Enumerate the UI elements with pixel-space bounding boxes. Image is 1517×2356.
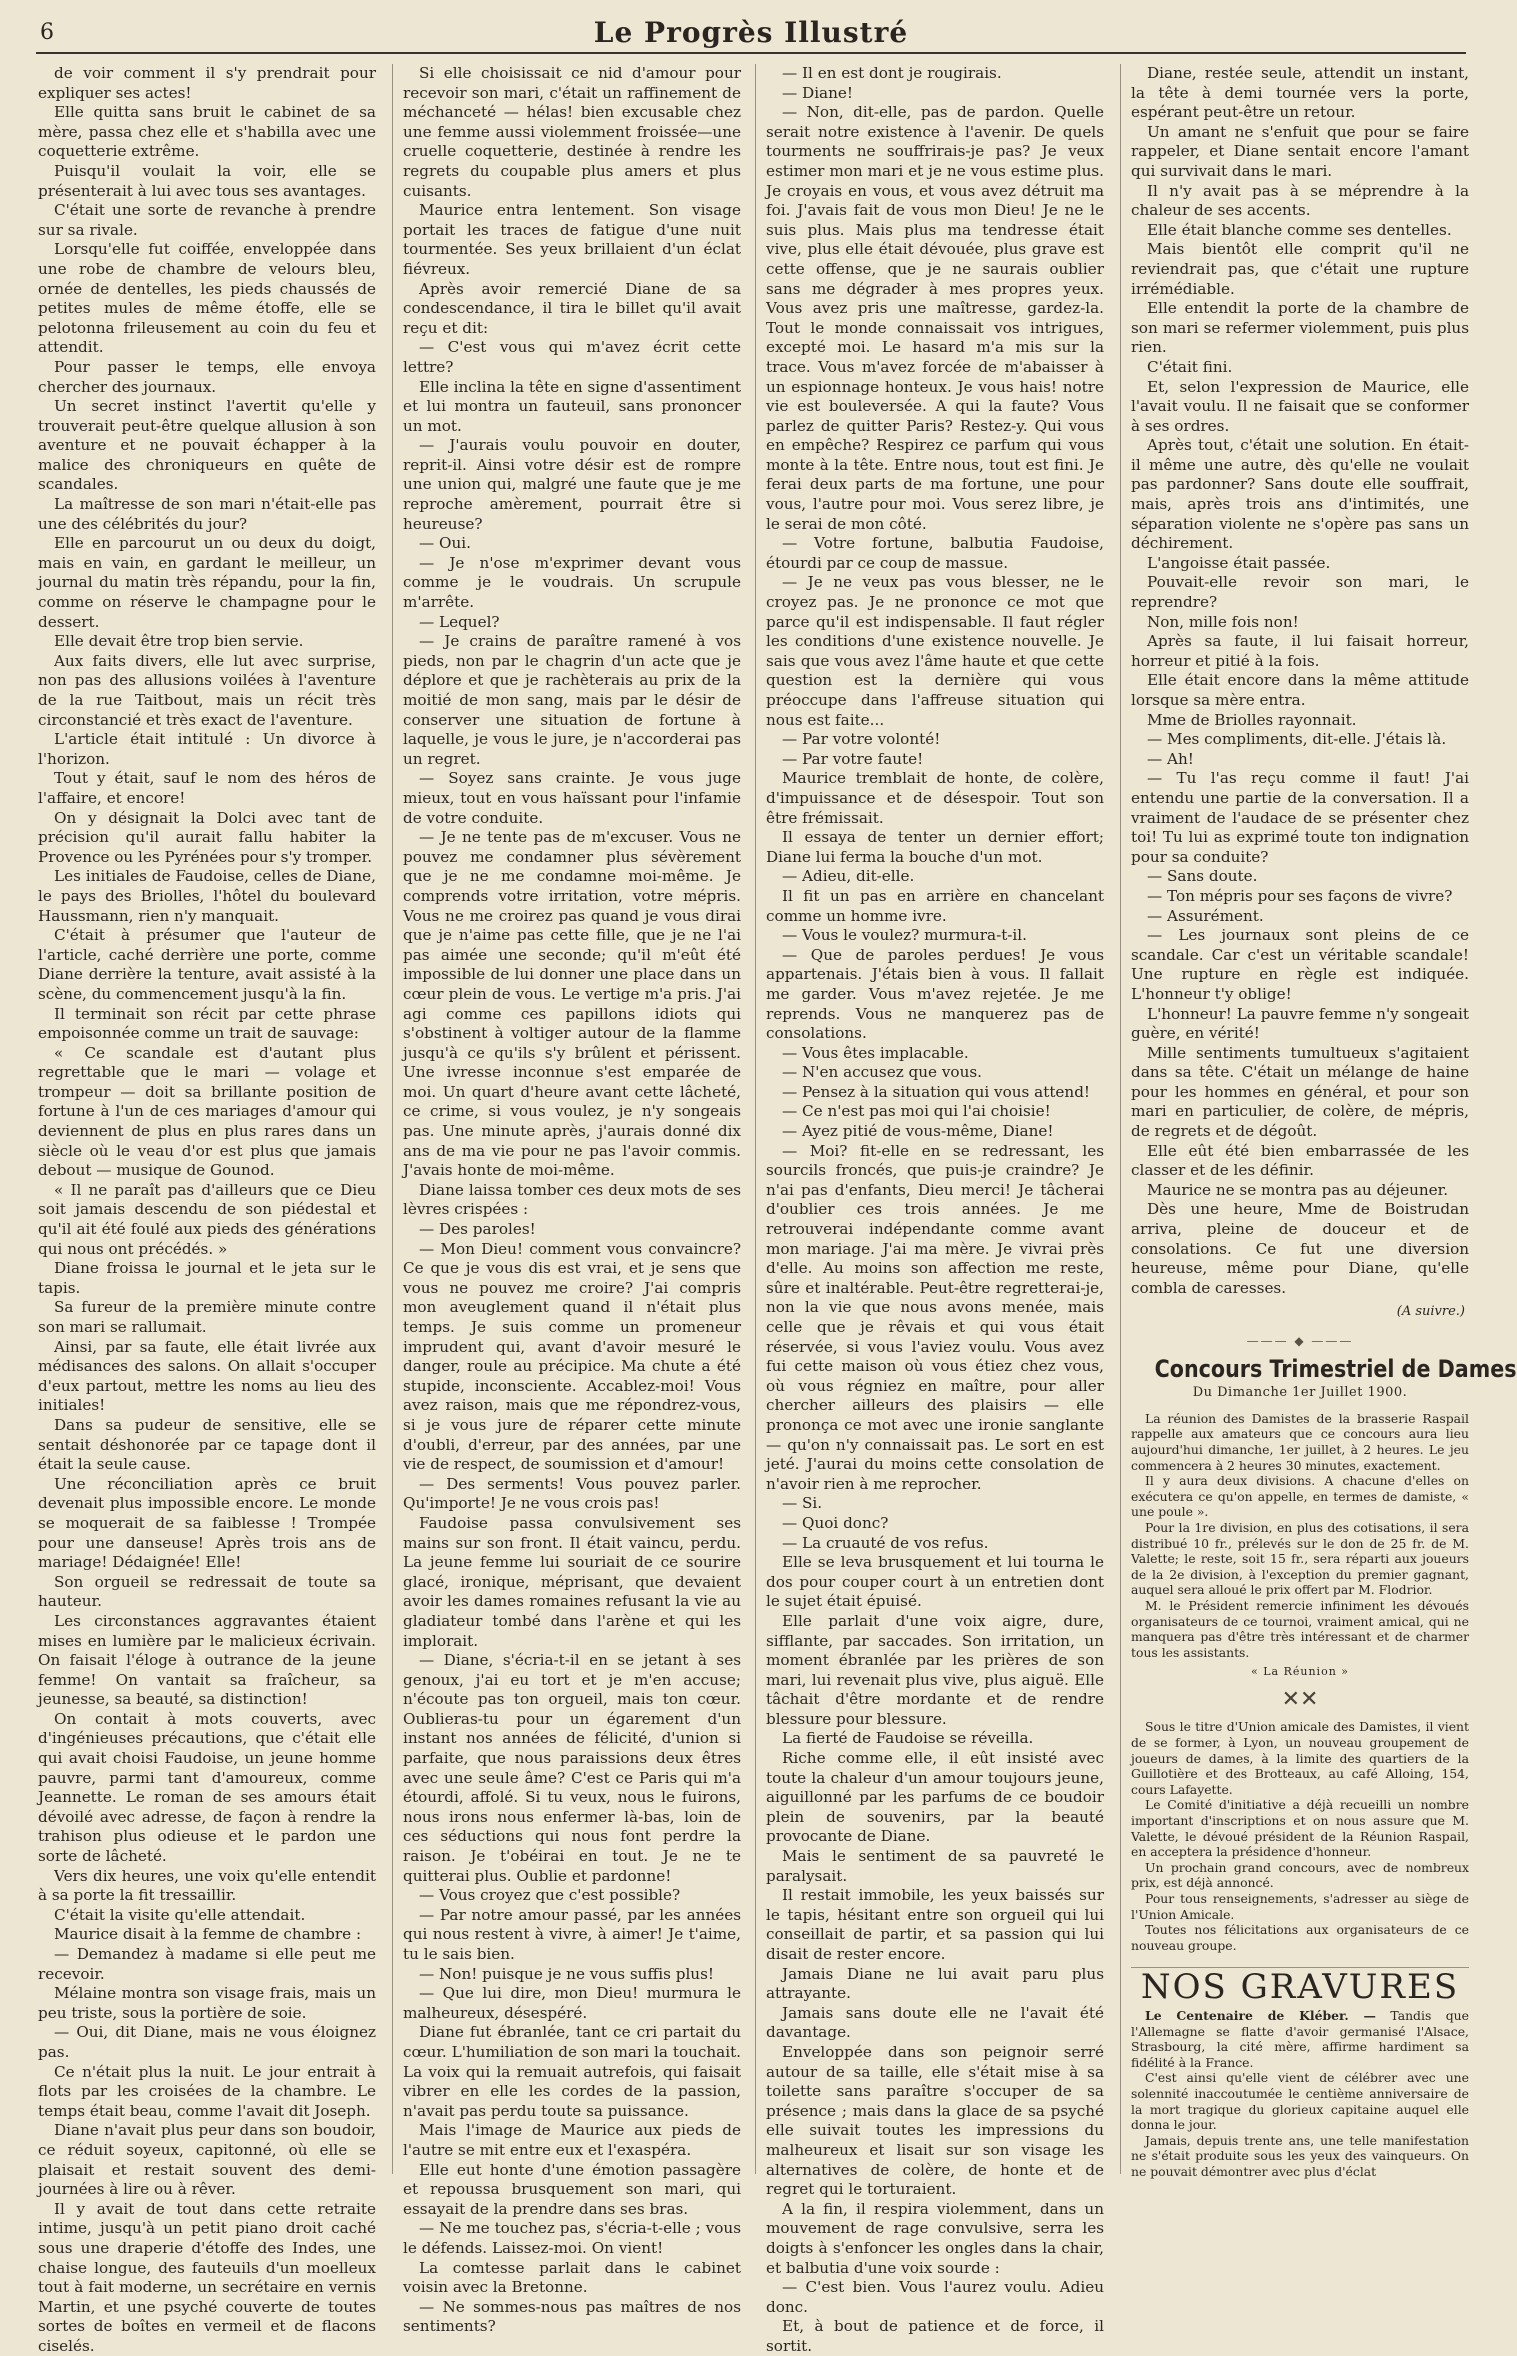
paragraph: Il restait immobile, les yeux baissés sur le tapis, hésitant entre son orgueil qui lui conseillait de partir, et sa passion qui lui disait de rester encore. [766,1886,1104,1963]
paragraph: Les circonstances aggravantes étaient mises en lumière par le malicieux écrivain. On faisait l'éloge à outrance de la jeune femme! On vantait sa fraîcheur, sa jeunesse, sa beauté, sa distinction! [38,1611,376,1709]
paragraph: — Diane! [782,83,853,102]
paragraph: — Sans doute. [1147,867,1258,886]
gravures-paragraph: Jamais, depuis trente ans, une telle manifestation ne s'était produite sous les yeux des vainqueurs. On ne pouvait démontrer avec plus d'éclat [1131,2132,1469,2179]
paragraph: Si elle choisissait ce nid d'amour pour recevoir son mari, c'était un raffinement de méchanceté — hélas! bien excusable chez une femme aussi violemment froissée—une cruelle coquetterie, destinée à rendre les regrets du coupable plus amers et plus cuisants. [403,64,741,200]
paragraph: — Je n'ose m'exprimer devant vous comme je le voudrais. Un scrupule m'arrête. [403,553,741,612]
paragraph: — C'est bien. Vous l'aurez voulu. Adieu donc. [766,2278,1104,2316]
paragraph: Mélaine montra son visage frais, mais un peu triste, sous la portière de soie. [38,1984,376,2022]
paragraph: Jamais sans doute elle ne l'avait été davantage. [766,2003,1104,2042]
paragraph: Un prochain grand concours, avec de nombreux prix, est déjà annoncé. [1131,1859,1469,1891]
paragraph: C'était fini. [1147,357,1233,376]
paragraph: Après sa faute, il lui faisait horreur, horreur et pitié à la fois. [1131,632,1469,670]
paragraph: — Vous le voulez? murmura-t-il. [782,926,1027,945]
paragraph: La fierté de Faudoise se réveilla. [782,1729,1034,1748]
paragraph: Pour passer le temps, elle envoya chercher des journaux. [38,357,376,396]
paragraph: — C'est vous qui m'avez écrit cette lettre? [403,338,741,376]
paragraph: — Il en est dont je rougirais. [782,64,1002,82]
paragraph: — Par votre volonté! [782,730,941,749]
paragraph: Il fit un pas en arrière en chancelant comme un homme ivre. [766,886,1104,925]
paragraph: Elle quitta sans bruit le cabinet de sa mère, passa chez elle et s'habilla avec une coquetterie extrême. [38,103,376,161]
paragraph: On contait à mots couverts, avec d'ingénieuses précautions, que c'était elle qui avait choisi Faudoise, un jeune homme pauvre, parmi tant d'amoureux, comme Jeannette. Le roman de ses amours était dévoilé avec adresse, de façon à rendre la trahison plus odieuse et le pardon une sorte de lâcheté. [38,1709,376,1866]
paragraph: Faudoise passa convulsivement ses mains sur son front. Il était vaincu, perdu. La jeune femme lui souriait de ce sourire glacé, ironique, méprisant, que devaient avoir les dames romaines refusant la vie au gladiateur tombé dans l'arène et qui les implorait. [403,1513,741,1650]
paragraph: Mille sentiments tumultueux s'agitaient dans sa tête. C'était un mélange de haine pour les hommes en général, et pour son mari en particulier, de colère, de mépris, de regrets et de dégoût. [1131,1043,1469,1141]
paragraph: Il y aura deux divisions. A chacune d'elles on exécutera ce qu'on appelle, en termes de damiste, « une poule ». [1131,1473,1469,1520]
paragraph: — Diane, s'écria-t-il en se jetant à ses genoux, j'ai eu tort et je m'en accuse; n'écoute pas ton orgueil, mais ton cœur. Oublieras-tu pour un égarement d'un instant nos années de félicité, d'union si parfaite, que nous paraissions deux êtres avec une seule âme? C'est ce Paris qui m'a étourdi, affolé. Si tu veux, nous le fuirons, nous irons nous enfermer là-bas, loin de ces séductions qui nous font perdre la raison. Je t'obéirai en tout. Je ne te quitterai plus. Oublie et pardonne! [403,1651,741,1885]
paragraph: — Des paroles! [419,1220,536,1239]
paragraph: « Il ne paraît pas d'ailleurs que ce Dieu soit jamais descendu de son piédestal et qu'il ait été foulé aux pieds des générations qui nous ont précédés. » [38,1180,376,1258]
paragraph: L'honneur! La pauvre femme n'y songeait guère, en vérité! [1131,1004,1469,1043]
column-rule [392,64,393,2174]
paragraph: — Adieu, dit-elle. [782,867,915,886]
paragraph: Vers dix heures, une voix qu'elle entendit à sa porte la fit tressaillir. [38,1866,376,1905]
paragraph: — Votre fortune, balbutia Faudoise, étourdi par ce coup de massue. [766,534,1104,572]
paragraph: Après tout, c'était une solution. En était-il même une autre, dès qu'elle ne voulait pas pardonner? Sans doute elle souffrait, mais, après trois ans d'intimités, une séparation violente ne s'opère pas sans un déchirement. [1131,436,1469,553]
paragraph: — Ayez pitié de vous-même, Diane! [782,1122,1054,1141]
paragraph: Il terminait son récit par cette phrase empoisonnée comme un trait de sauvage: [38,1004,376,1043]
paragraph: — Je ne veux pas vous blesser, ne le croyez pas. Je ne prononce ce mot que parce qu'il est indispensable. Il faut régler les conditions d'une existence nouvelle. Je sais que vous avez l'âme haute et que cette question est la dernière qui vous préoccupe dans l'affreuse situation qui nous est faite... [766,573,1104,729]
paragraph: Son orgueil se redressait de toute sa hauteur. [38,1572,376,1611]
paragraph: Mais bientôt elle comprit qu'il ne reviendrait pas, que c'était une rupture irrémédiable. [1131,240,1469,298]
paragraph: — Mes compliments, dit-elle. J'étais là. [1147,730,1447,749]
paragraph: Elle parlait d'une voix aigre, dure, sifflante, par saccades. Son irritation, un moment ébranlée par les prières de son mari, lui revenait plus vive, plus aiguë. Elle tâchait d'être mordante et de rendre blessure pour blessure. [766,1611,1104,1728]
paragraph: Un amant ne s'enfuit que pour se faire rappeler, et Diane sentait encore l'amant qui survivait dans le mari. [1131,122,1469,180]
paragraph: — Si. [782,1494,823,1513]
paragraph: Pouvait-elle revoir son mari, le reprendre? [1131,573,1469,612]
paragraph: Sous le titre d'Union amicale des Damistes, il vient de se former, à Lyon, un nouveau groupement de joueurs de dames, à la limite des quartiers de la Guillotière et des Brotteaux, au café Alloing, 154, cours Lafayette. [1131,1719,1469,1797]
paragraph: Mais le sentiment de sa pauvreté le paralysait. [766,1847,1104,1885]
paragraph: Le Comité d'initiative a déjà recueilli un nombre important d'inscriptions et on nous assure que M. Valette, le dévoué président de la Réunion Raspail, en acceptera la présidence d'honneur. [1131,1797,1469,1860]
concours-date: Du Dimanche 1er Juillet 1900. [1192,1385,1408,1401]
paragraph: Elle eût été bien embarrassée de les classer et de les définir. [1131,1141,1469,1180]
page-header [36,12,1466,54]
paragraph: La maîtresse de son mari n'était-elle pas une des célébrités du jour? [38,495,376,533]
paragraph: C'était à présumer que l'auteur de l'article, caché derrière une porte, comme Diane derrière la tenture, avait assisté à la scène, du commencement jusqu'à la fin. [38,926,376,1003]
separator: ——— ◆ ——— [1246,1334,1354,1348]
page-number: 6 [40,20,54,45]
paragraph: Elle entendit la porte de la chambre de son mari se refermer violemment, puis plus rien. [1131,299,1469,357]
paragraph: Maurice tremblait de honte, de colère, d'impuissance et de désespoir. Tout son être frémissait. [766,769,1104,827]
paragraph: — Que lui dire, mon Dieu! murmura le malheureux, désespéré. [403,1984,741,2022]
paragraph: Une réconciliation après ce bruit devenait plus impossible encore. Le monde se moquerait de sa faiblesse ! Trompée pour une danseuse! Après trois ans de mariage! Dédaignée! Elle! [38,1474,376,1572]
gravures-body [1131,2008,1469,2180]
paragraph: C'était une sorte de revanche à prendre sur sa rivale. [38,201,376,239]
story-end [1131,64,1469,1298]
paragraph: Aux faits divers, elle lut avec surprise, non pas des allusions voilées à l'aventure de la rue Taitbout, mais un récit très circonstancié et très exact de l'aventure. [38,651,376,729]
paragraph: Maurice ne se montra pas au déjeuner. [1147,1180,1449,1199]
paragraph: Diane froissa le journal et le jeta sur le tapis. [38,1259,376,1297]
paragraph: Non, mille fois non! [1147,612,1299,631]
paragraph: Elle en parcourut un ou deux du doigt, mais en vain, en gardant le meilleur, un journal du matin très répandu, pour la fin, comme on réserve le champagne pour le dessert. [38,534,376,631]
paragraph: — Non, dit-elle, pas de pardon. Quelle serait notre existence à l'avenir. De quels tourments ne souffrirais-je pas? Je veux estimer mon mari et je ne vous estime plus. Je croyais en vous, et vous avez détruit ma foi. J'avais fait de vous mon Dieu! Je ne le suis plus. Mais plus ma tendresse était vive, plus elle était dévouée, plus grave est cette offense, que je ne saurais oublier sans me dégrader à mes propres yeux. Vous avez pris une maîtresse, gardez-la. Tout le monde connaissait vos intrigues, excepté moi. Le hasard m'a mis sur la trace. Vous m'avez forcée de m'abaisser à un espionnage honteux. Je vous hais! notre vie est bouleversée. A qui la faute? Vous parlez de quitter Paris? Restez-y. Qui vous en empêche? Respirez ce parfum qui vous monte à la tête. Entre nous, tout est fini. Je ferai deux parts de ma fortune, une pour vous, l'autre pour moi. Vous serez libre, je le serai de mon côté. [766,103,1104,533]
paragraph: Elle devait être trop bien servie. [54,632,304,651]
ornament: ✕✕ [1281,1686,1319,1712]
paragraph: L'angoisse était passée. [1147,553,1331,572]
column-4 [1131,64,1517,2179]
paragraph: Diane laissa tomber ces deux mots de ses lèvres crispées : [403,1180,741,1219]
paragraph: Il essaya de tenter un dernier effort; Diane lui ferma la bouche d'un mot. [766,828,1104,866]
paragraph: de voir comment il s'y prendrait pour expliquer ses actes! [38,64,376,102]
paragraph: — J'aurais voulu pouvoir en douter, reprit-il. Ainsi votre désir est de rompre une union qui, malgré une faute que je me reproche amèrement, pourrait être si heureuse? [403,436,741,533]
paragraph: M. le Président remercie infiniment les dévoués organisateurs de ce tournoi, vraiment amical, qui ne manquera pas d'être très intéressant et de charmer tous les assistants. [1131,1597,1469,1660]
paragraph: Et, selon l'expression de Maurice, elle l'avait voulu. Il ne faisait que se conformer à ses ordres. [1131,377,1469,435]
concours-body [1131,1411,1469,1954]
gravures-paragraph: C'est ainsi qu'elle vient de célébrer avec une solennité inaccoutumée le centième anniversaire de la mort tragique du glorieux capitaine auquel elle donna le jour. [1131,2070,1469,2133]
column-2 [403,64,742,2336]
paragraph: — Oui. [419,534,471,553]
paragraph: — Que de paroles perdues! Je vous appartenais. J'étais bien à vous. Il fallait me garder. Vous m'avez rejetée. Je me reprends. Vous ne manquerez pas de consolations. [766,945,1104,1043]
paragraph: On y désignait la Dolci avec tant de précision qu'il aurait fallu habiter la Provence ou les Pyrénées pour s'y tromper. [38,808,376,866]
column-rule [755,64,756,2174]
paragraph: — N'en accusez que vous. [782,1063,982,1082]
gravures-first-paragraph [1131,2008,1469,2070]
column-3 [766,64,1104,2355]
paragraph: A la fin, il respira violemment, dans un mouvement de rage convulsive, serra les doigts à s'enfoncer les ongles dans la chair, et balbutia d'une voix sourde : [766,2199,1104,2277]
paragraph: Elle se leva brusquement et lui tourna le dos pour couper court à un entretien dont le sujet était épuisé. [766,1553,1104,1611]
paragraph: Maurice entra lentement. Son visage portait les traces de fatigue d'une nuit tourmentée. Ses yeux brillaient d'un éclat fiévreux. [403,201,741,278]
paragraph: Il y avait de tout dans cette retraite intime, jusqu'à un petit piano droit caché sous une draperie d'étoffe des Indes, une chaise longue, des fauteuils d'un moelleux tout à fait moderne, un secrétaire en vernis Martin, et une psyché couverte de toutes sortes de boîtes en vermeil et de flacons ciselés. [38,2199,376,2355]
paragraph: Elle était blanche comme ses dentelles. [1147,220,1452,239]
paragraph: Elle inclina la tête en signe d'assentiment et lui montra un fauteuil, sans prononcer un mot. [403,377,742,435]
paragraph: Pour tous renseignements, s'adresser au siège de l'Union Amicale. [1131,1891,1469,1922]
paragraph: Dès une heure, Mme de Boistrudan arriva, pleine de douceur et de consolations. Ce fut une diversion heureuse, même pour Diane, qu'elle combla de caresses. [1131,1200,1469,1297]
concours-attribution: « La Réunion » [1251,1665,1349,1679]
paragraph: L'article était intitulé : Un divorce à l'horizon. [38,730,376,768]
paragraph: — Vous croyez que c'est possible? [419,1886,681,1905]
paragraph: — Soyez sans crainte. Je vous juge mieux, tout en vous haïssant pour l'infamie de votre conduite. [403,769,741,827]
paragraph: — Ne me touchez pas, s'écria-t-elle ; vous le défends. Laissez-moi. On vient! [403,2219,741,2257]
paragraph: Puisqu'il voulait la voir, elle se présenterait à lui avec tous ses avantages. [38,161,376,200]
paragraph: Jamais Diane ne lui avait paru plus attrayante. [766,1964,1104,2003]
gravures-first-text: Tandis que l'Allemagne se flatte d'avoir germanisé l'Alsace, Strasbourg, la cité mère, affirme hardiment sa fidélité à la France. [1131,2007,1469,2070]
paragraph: — Les journaux sont pleins de ce scandale. Car c'est un véritable scandale! Une rupture en règle est indiquée. L'honneur t'y oblige! [1131,926,1469,1003]
paragraph: — La cruauté de vos refus. [782,1533,989,1552]
paragraph: Ainsi, par sa faute, elle était livrée aux médisances des salons. On allait s'occuper d'eux partout, mettre les noms au lieu des initiales! [38,1337,376,1415]
paragraph: Un secret instinct l'avertit qu'elle y trouverait peut-être quelque allusion à son aventure et ne pouvait échapper à la malice des chroniqueurs en quête de scandales. [38,397,376,494]
paragraph: Mme de Briolles rayonnait. [1147,710,1357,729]
paragraph: — Ah! [1147,749,1194,768]
paragraph: Diane, restée seule, attendit un instant, la tête à demi tournée vers la porte, espérant peut-être un retour. [1131,64,1469,122]
paragraph: — Mon Dieu! comment vous convaincre? Ce que je vous dis est vrai, et je sens que vous ne pouvez me croire? J'ai compris mon aveuglement quand il n'était plus temps. Je suis comme un promeneur imprudent qui, avant d'avoir mesuré le danger, roule au précipice. Ma chute a été stupide, inconsciente. Accablez-moi! Vous avez raison, mais que me répondrez-vous, si je vous jure de réparer cette minute d'oubli, d'erreur, par des années, par une vie de respect, de soumission et d'amour! [403,1239,741,1474]
column-rule [1120,64,1121,2174]
paragraph: Lorsqu'elle fut coiffée, enveloppée dans une robe de chambre de velours bleu, ornée de dentelles, les pieds chaussés de petites mules de même étoffe, elle se pelotonna frileusement au coin du feu et attendit. [38,240,376,357]
paragraph: La comtesse parlait dans le cabinet voisin avec la Bretonne. [403,2258,741,2297]
paragraph: — Je crains de paraître ramené à vos pieds, non par le chagrin d'un acte que je déplore et que je rachèterais au prix de la moitié de mon sang, mais par le désir de conserver une situation de fortune à laquelle, je vous le jure, je n'accorderai pas un regret. [403,632,741,768]
paragraph: Riche comme elle, il eût insisté avec toute la chaleur d'un amour toujours jeune, aiguillonné par les parfums de ce boudoir plein de souvenirs, par la beauté provocante de Diane. [766,1749,1104,1846]
paragraph: Elle eut honte d'une émotion passagère et repoussa brusquement son mari, qui essayait de la prendre dans ses bras. [403,2160,741,2218]
paragraph: — Tu l'as reçu comme il faut! J'ai entendu une partie de la conversation. Il a vraiment de l'audace de se présenter chez toi! Tu lui as exprimé toute ton indignation pour sa conduite? [1131,769,1469,866]
concours-paragraphs [1131,1411,1469,1661]
paragraph: — Oui, dit Diane, mais ne vous éloignez pas. [38,2023,376,2061]
paragraph: — Moi? fit-elle en se redressant, les sourcils froncés, que puis-je craindre? Je n'ai pas d'enfants, Dieu merci! Je tâcherai d'oublier ces trois années. Je me retrouverai indépendante comme avant mon mariage. J'ai ma mère. Je vivrai près d'elle. Au moins son affection me reste, sûre et inaltérable. Peut-être regretterai-je, non la vie que nous avons menée, mais celle que je rêvais et qui vous était réservée, si vous l'aviez voulu. Vous avez fui cette maison où vous étiez chez vous, où vous régniez en maître, pour aller chercher ailleurs des plaisirs — elle prononça ce mot avec une ironie sanglante — qu'on n'y connaissait pas. Le sort en est jeté. J'aurai du moins cette consolation de n'avoir rien à me reprocher. [766,1141,1104,1493]
paragraph: Diane n'avait plus peur dans son boudoir, ce réduit soyeux, capitonné, où elle se plaisait et restait souvent des demi-journées à lire ou à rêver. [38,2121,376,2199]
paragraph: — Ce n'est pas moi qui l'ai choisie! [782,1102,1051,1121]
gravures-title: NOS GRAVURES [1131,1967,1469,1998]
paragraph: — Lequel? [419,612,500,631]
paragraph: Après avoir remercié Diane de sa condescendance, il tira le billet qu'il avait reçu et dit: [403,279,741,337]
paragraph: Tout y était, sauf le nom des héros de l'affaire, et encore! [38,769,376,807]
paragraph: — Assurément. [1147,906,1264,925]
paragraph: Sa fureur de la première minute contre son mari se rallumait. [38,1298,376,1336]
union-paragraphs [1131,1719,1469,1953]
paragraph: Enveloppée dans son peignoir serré autour de sa taille, elle s'était mise à sa toilette sans paraître s'occuper de sa présence ; mais dans la glace de sa psyché elle suivait toutes les impressions du malheureux et lisait sur son visage les alternatives de colère, de honte et de regret qui le torturaient. [766,2042,1104,2199]
to-be-continued: (A suivre.) [1396,1304,1465,1320]
paragraph: — Des serments! Vous pouvez parler. Qu'importe! Je ne vous crois pas! [403,1474,741,1513]
masthead-title: Le Progrès Illustré [593,16,909,49]
paragraph: Et, à bout de patience et de force, il sortit. [766,2317,1104,2355]
paragraph: Pour la 1re division, en plus des cotisations, il sera distribué 10 fr., prélevés sur le don de 25 fr. de M. Valette; le reste, soit 15 fr., sera réparti aux joueurs de la 2e division, à l'exception du premier gagnant, auquel sera alloué le prix offert par M. Flodrior. [1131,1519,1469,1598]
paragraph: — Ne sommes-nous pas maîtres de nos sentiments? [403,2297,741,2336]
paragraph: — Par notre amour passé, par les années qui nous restent à vivre, à aimer! Je t'aime, tu le sais bien. [403,1905,741,1963]
paragraph: — Quoi donc? [782,1513,889,1532]
paragraph: Dans sa pudeur de sensitive, elle se sentait déshonorée par ce tapage dont il était la seule cause. [38,1415,376,1474]
column-1 [38,64,376,2355]
paragraph: Mais l'image de Maurice aux pieds de l'autre se mit entre eux et l'exaspéra. [403,2121,741,2159]
paragraph: — Je ne tente pas de m'excuser. Vous ne pouvez me condamner plus sévèrement que je ne me condamne moi-même. Je comprends votre irritation, votre mépris. Vous ne me croirez pas quand je vous dirai que je n'aime pas cette fille, que je ne l'ai pas aimée une seconde; qu'il m'eût été impossible de lui donner une place dans un cœur plein de vous. Le vertige m'a pris. J'ai agi comme ces papillons idiots qui s'obstinent à voltiger autour de la flamme jusqu'à ce qu'ils s'y brûlent et périssent. Une ivresse inconnue s'est emparée de moi. Un quart d'heure avant cette lâcheté, ce crime, si vous voulez, je n'y songeais pas. Une minute après, j'aurais donné dix ans de ma vie pour ne pas l'avoir commis. J'avais honte de moi-même. [403,828,741,1180]
paragraph: La réunion des Damistes de la brasserie Raspail rappelle aux amateurs que ce concours aura lieu aujourd'hui dimanche, 1er juillet, à 2 heures. Le jeu commencera à 2 heures 30 minutes, exactement. [1131,1410,1469,1473]
paragraph: Ce n'était plus la nuit. Le jour entrait à flots par les croisées de la chambre. Le temps était beau, comme l'avait dit Joseph. [38,2062,376,2120]
paragraph: — Vous êtes implacable. [782,1043,969,1062]
paragraph: — Pensez à la situation qui vous attend! [782,1082,1091,1101]
paragraph: Elle était encore dans la même attitude lorsque sa mère entra. [1131,671,1469,709]
paragraph: — Ton mépris pour ses façons de vivre? [1147,886,1453,905]
paragraph: C'était la visite qu'elle attendait. [54,1905,306,1924]
paragraph: — Non! puisque je ne vous suffis plus! [419,1964,714,1983]
paragraph: — Par votre faute! [782,749,924,768]
paragraph: Les initiales de Faudoise, celles de Diane, le pays des Briolles, l'hôtel du boulevard Haussmann, rien n'y manquait. [38,867,376,925]
paragraph: Diane fut ébranlée, tant ce cri partait du cœur. L'humiliation de son mari la touchait. La voix qui la remuait autrefois, qui faisait vibrer en elle les cordes de la passion, n'avait pas perdu toute sa puissance. [403,2023,741,2120]
paragraph: Maurice disait à la femme de chambre : [54,1925,362,1944]
gravures-item-head: Le Centenaire de Kléber. — [1145,2007,1376,2023]
paragraph: Toutes nos félicitations aux organisateurs de ce nouveau groupe. [1131,1922,1469,1953]
paragraph: Il n'y avait pas à se méprendre à la chaleur de ses accents. [1131,181,1469,220]
concours-title: Concours Trimestriel de Dames [1154,1354,1517,1383]
paragraph: « Ce scandale est d'autant plus regrettable que le mari — volage et trompeur — doit sa brillante position de fortune à l'un de ces mariages d'amour qui deviennent de plus en plus rares dans un siècle où le veau d'or est plus que jamais debout — musique de Gounod. [38,1043,376,1180]
paragraph: — Demandez à madame si elle peut me recevoir. [38,1945,376,1983]
